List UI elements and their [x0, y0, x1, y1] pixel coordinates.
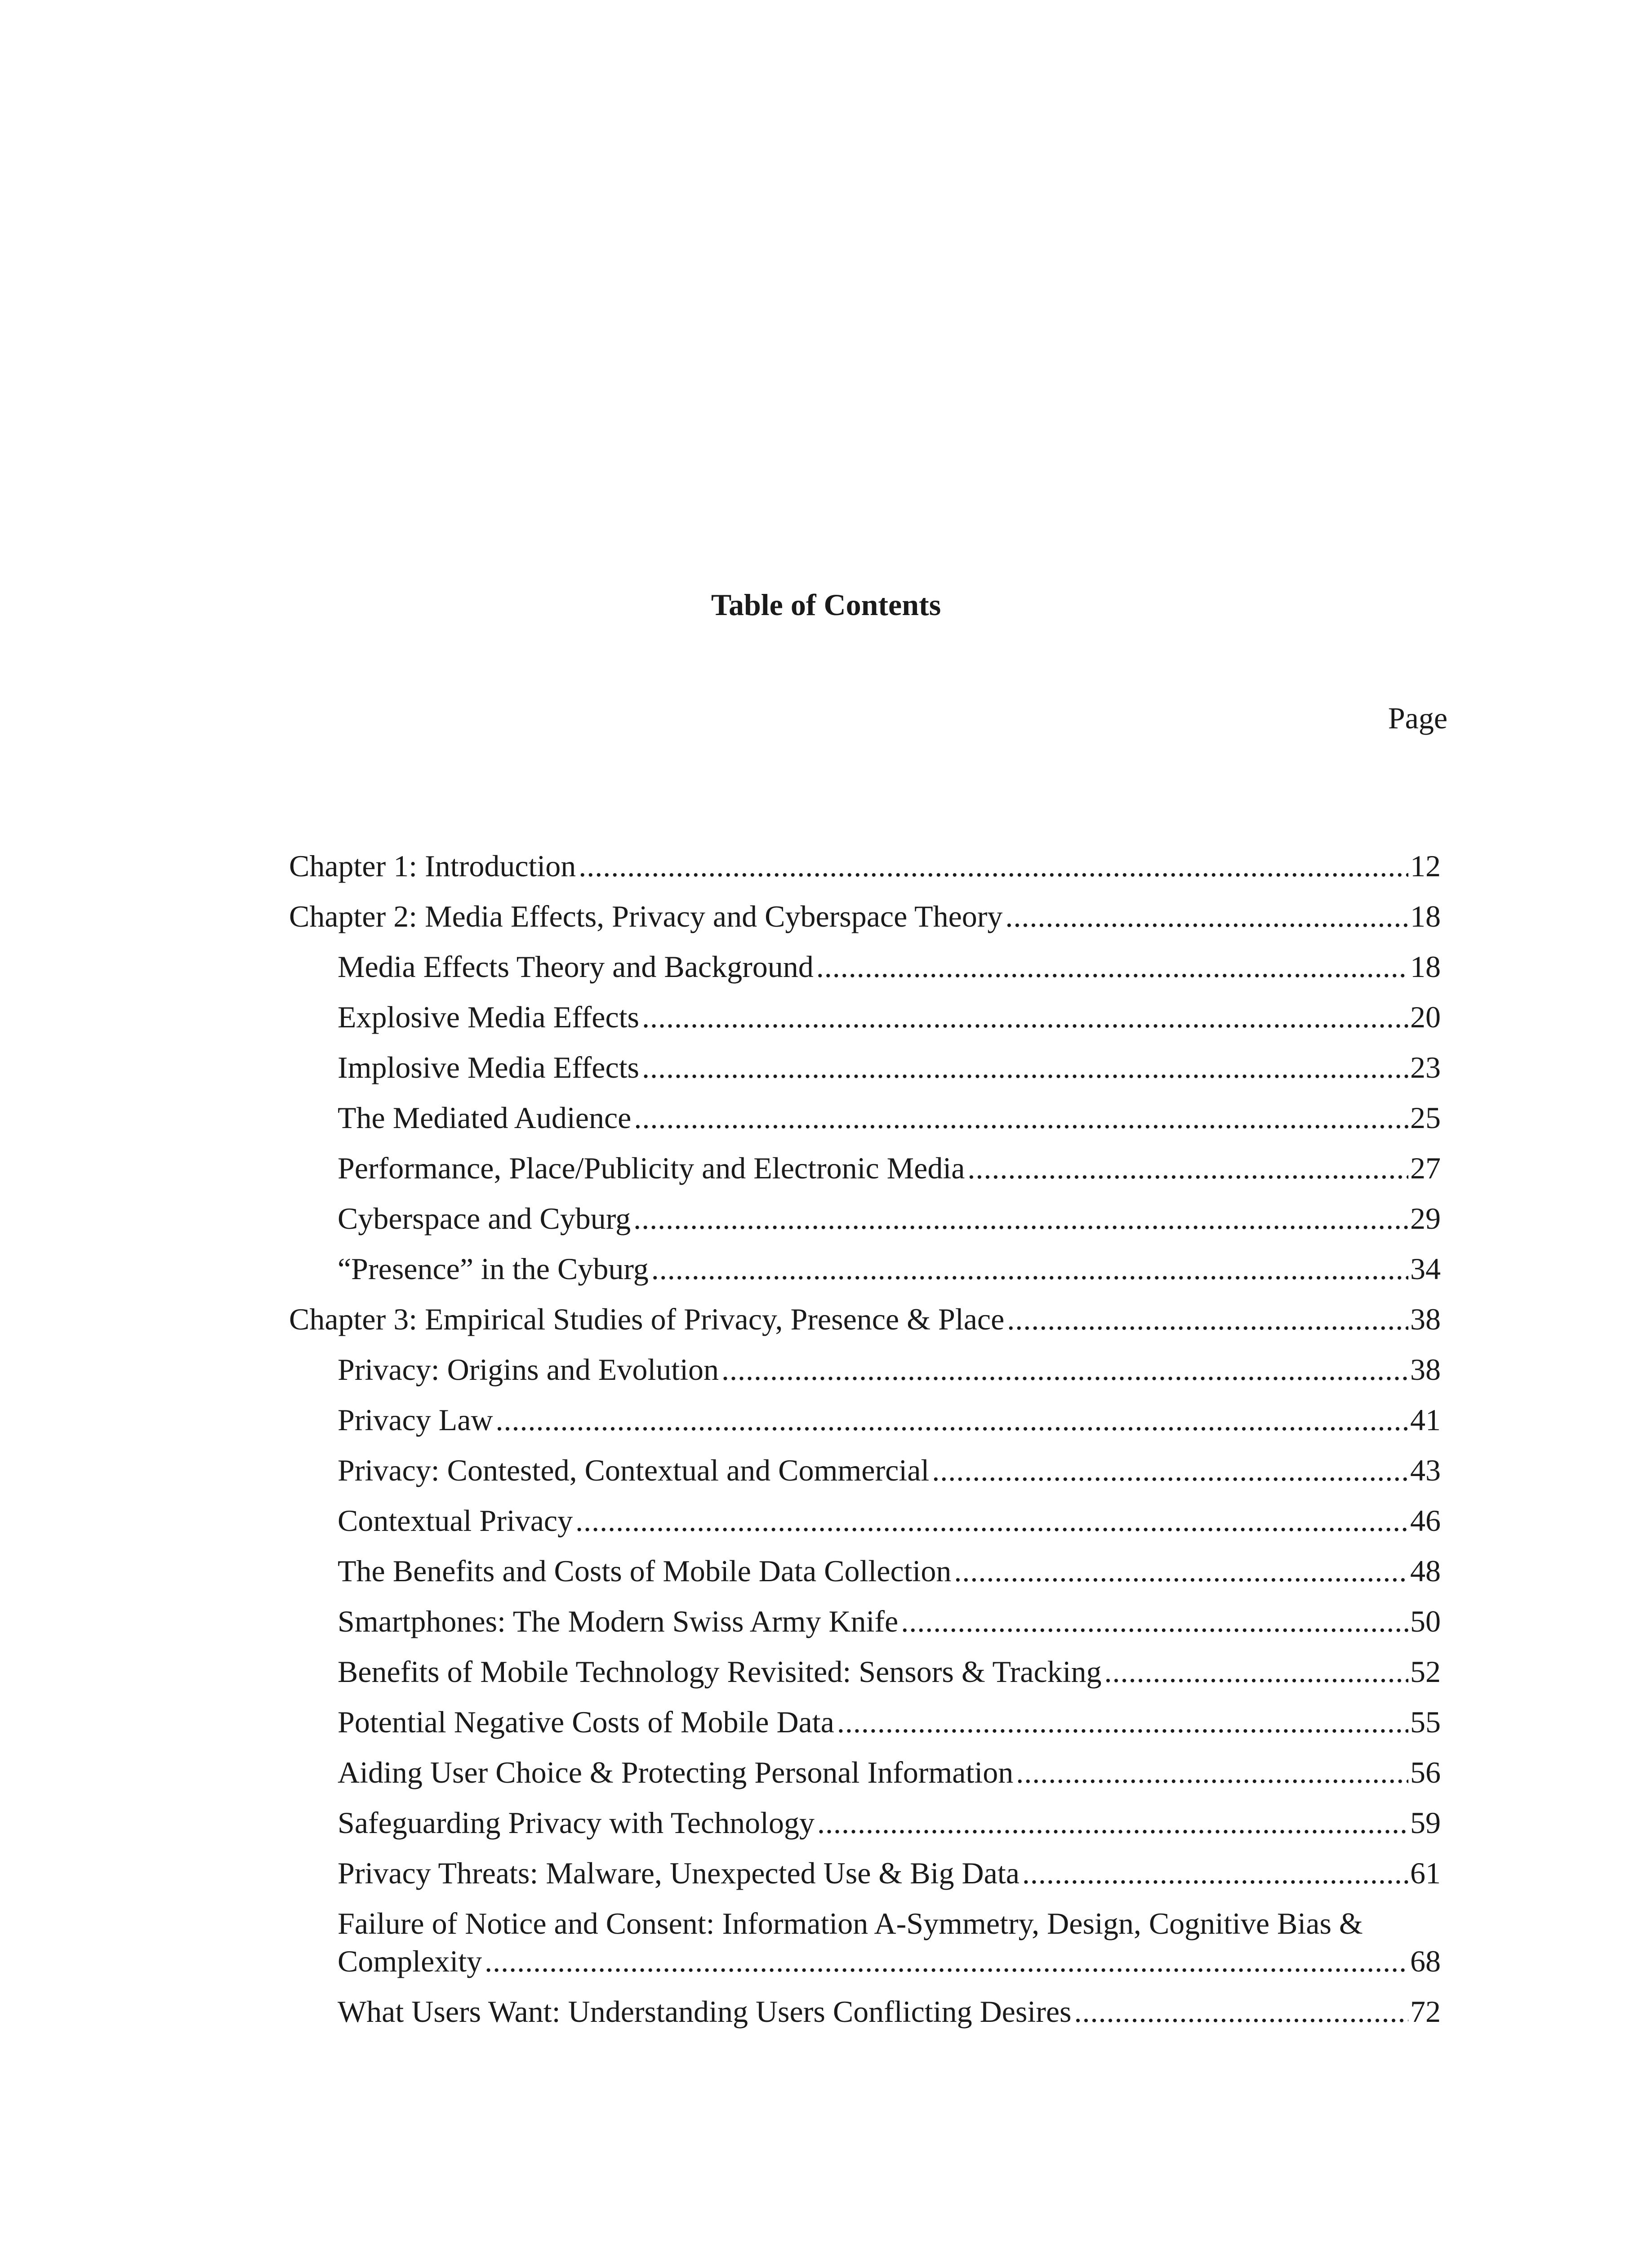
- toc-entry-page: 61: [1410, 1856, 1441, 1890]
- dot-leader: [837, 1697, 1408, 1747]
- toc-entry-title: Media Effects Theory and Background: [338, 950, 814, 984]
- toc-entry-title: The Mediated Audience: [338, 1101, 632, 1135]
- toc-entry-page: 46: [1410, 1503, 1441, 1538]
- toc-entry[interactable]: [289, 1848, 1441, 1898]
- toc-entry-page: 52: [1410, 1655, 1441, 1689]
- toc-entry-page: 29: [1410, 1201, 1441, 1236]
- toc-entry-page: 56: [1410, 1755, 1441, 1789]
- toc-entry[interactable]: [289, 1986, 1441, 2037]
- dot-leader: [1104, 1646, 1408, 1697]
- toc-entry-title: Contextual Privacy: [338, 1503, 573, 1538]
- toc-entry-title: Performance, Place/Publicity and Electronic Media: [338, 1151, 965, 1185]
- toc-entry-title: Chapter 3: Empirical Studies of Privacy, Presence & Place: [289, 1302, 1005, 1336]
- dot-leader: [954, 1546, 1408, 1596]
- dot-leader: [817, 1798, 1408, 1848]
- toc-entry[interactable]: [289, 891, 1441, 941]
- toc-entry-page: 72: [1410, 1994, 1441, 2029]
- dot-leader: [642, 1042, 1408, 1093]
- toc-entry[interactable]: [289, 1596, 1441, 1646]
- toc-entry[interactable]: [289, 1546, 1441, 1596]
- toc-entry-title: Privacy Threats: Malware, Unexpected Use & Big Data: [338, 1856, 1020, 1890]
- dot-leader: [485, 1942, 1408, 1980]
- toc-entry-title: Chapter 2: Media Effects, Privacy and Cyberspace Theory: [289, 899, 1003, 933]
- toc-title: Table of Contents: [711, 588, 941, 622]
- toc-entry[interactable]: [289, 1294, 1441, 1344]
- dot-leader: [1005, 891, 1408, 941]
- dot-leader: [579, 841, 1408, 891]
- toc-entry[interactable]: [289, 1395, 1441, 1445]
- toc-entry-page: 55: [1410, 1705, 1441, 1739]
- toc-entry-title: Privacy: Origins and Evolution: [338, 1352, 719, 1387]
- page-column-heading: Page: [1388, 701, 1447, 735]
- dot-leader: [816, 941, 1408, 992]
- toc-entry[interactable]: [289, 1093, 1441, 1143]
- toc-entry-page: 12: [1410, 849, 1441, 883]
- toc-entry-page: 20: [1410, 1000, 1441, 1034]
- toc-entry-page: 38: [1410, 1302, 1441, 1336]
- dot-leader: [633, 1193, 1408, 1244]
- dot-leader: [901, 1596, 1408, 1646]
- toc-entry[interactable]: [289, 1193, 1441, 1244]
- toc-entry-title: Implosive Media Effects: [338, 1050, 640, 1084]
- toc-entry[interactable]: [289, 1344, 1441, 1395]
- toc-entry-page: 68: [1410, 1944, 1441, 1978]
- toc-entry-title: Aiding User Choice & Protecting Personal Information: [338, 1755, 1014, 1789]
- toc-entry[interactable]: [289, 992, 1441, 1042]
- dot-leader: [1074, 1986, 1409, 2037]
- dot-leader: [1016, 1747, 1408, 1798]
- toc-entry-page: 41: [1410, 1403, 1441, 1437]
- dot-leader: [1007, 1294, 1408, 1344]
- toc-entry-page: 18: [1410, 950, 1441, 984]
- toc-entry-title: Potential Negative Costs of Mobile Data: [338, 1705, 834, 1739]
- toc-entry[interactable]: [289, 1042, 1441, 1093]
- toc-entry[interactable]: [289, 1798, 1441, 1848]
- toc-entry-title: Chapter 1: Introduction: [289, 849, 576, 883]
- dot-leader: [496, 1395, 1408, 1445]
- toc-entry[interactable]: [289, 1143, 1441, 1193]
- toc-entry-title: Benefits of Mobile Technology Revisited: Sensors & Tracking: [338, 1655, 1102, 1689]
- dot-leader: [932, 1445, 1408, 1495]
- dot-leader: [575, 1495, 1408, 1546]
- toc-entry-page: 25: [1410, 1101, 1441, 1135]
- toc-entry-page: 59: [1410, 1806, 1441, 1840]
- toc-entry[interactable]: [289, 1747, 1441, 1798]
- toc-entry-page: 23: [1410, 1050, 1441, 1084]
- dot-leader: [967, 1143, 1408, 1193]
- toc-entry-title: “Presence” in the Cyburg: [338, 1252, 649, 1286]
- toc-entry[interactable]: [289, 841, 1441, 891]
- toc-entry[interactable]: [289, 1495, 1441, 1546]
- toc-entry-title: Privacy Law: [338, 1403, 493, 1437]
- toc-entry-title: What Users Want: Understanding Users Conflicting Desires: [338, 1994, 1072, 2029]
- dot-leader: [1022, 1848, 1408, 1898]
- toc-entry[interactable]: [289, 1898, 1441, 1986]
- toc-entry-page: 18: [1410, 899, 1441, 933]
- toc-entry-title: The Benefits and Costs of Mobile Data Collection: [338, 1554, 952, 1588]
- dot-leader: [642, 992, 1408, 1042]
- toc-entry-title: Safeguarding Privacy with Technology: [338, 1806, 815, 1840]
- toc-entry-title: Complexity: [338, 1944, 482, 1978]
- toc-entry-page: 43: [1410, 1453, 1441, 1487]
- toc-entry-title: Explosive Media Effects: [338, 1000, 640, 1034]
- toc-entry[interactable]: [289, 1646, 1441, 1697]
- toc-entry-page: 27: [1410, 1151, 1441, 1185]
- dot-leader: [651, 1244, 1408, 1294]
- toc-entry-title-line1: Failure of Notice and Consent: Information A-Symmetry, Design, Cognitive Bias &: [338, 1906, 1363, 1940]
- toc-entry-title: Privacy: Contested, Contextual and Commercial: [338, 1453, 930, 1487]
- toc-entry-page: 50: [1410, 1604, 1441, 1638]
- dot-leader: [721, 1344, 1408, 1395]
- toc-entry[interactable]: [289, 1697, 1441, 1747]
- toc-entry-page: 34: [1410, 1252, 1441, 1286]
- dot-leader: [634, 1093, 1408, 1143]
- toc-entry-page: 48: [1410, 1554, 1441, 1588]
- toc-entry[interactable]: [289, 1244, 1441, 1294]
- toc-entry-page: 38: [1410, 1352, 1441, 1387]
- toc-entry[interactable]: [289, 1445, 1441, 1495]
- toc-entry-title: Cyberspace and Cyburg: [338, 1201, 631, 1236]
- toc-entry-title: Smartphones: The Modern Swiss Army Knife: [338, 1604, 899, 1638]
- toc-list: [289, 841, 1441, 2037]
- toc-entry[interactable]: [289, 941, 1441, 992]
